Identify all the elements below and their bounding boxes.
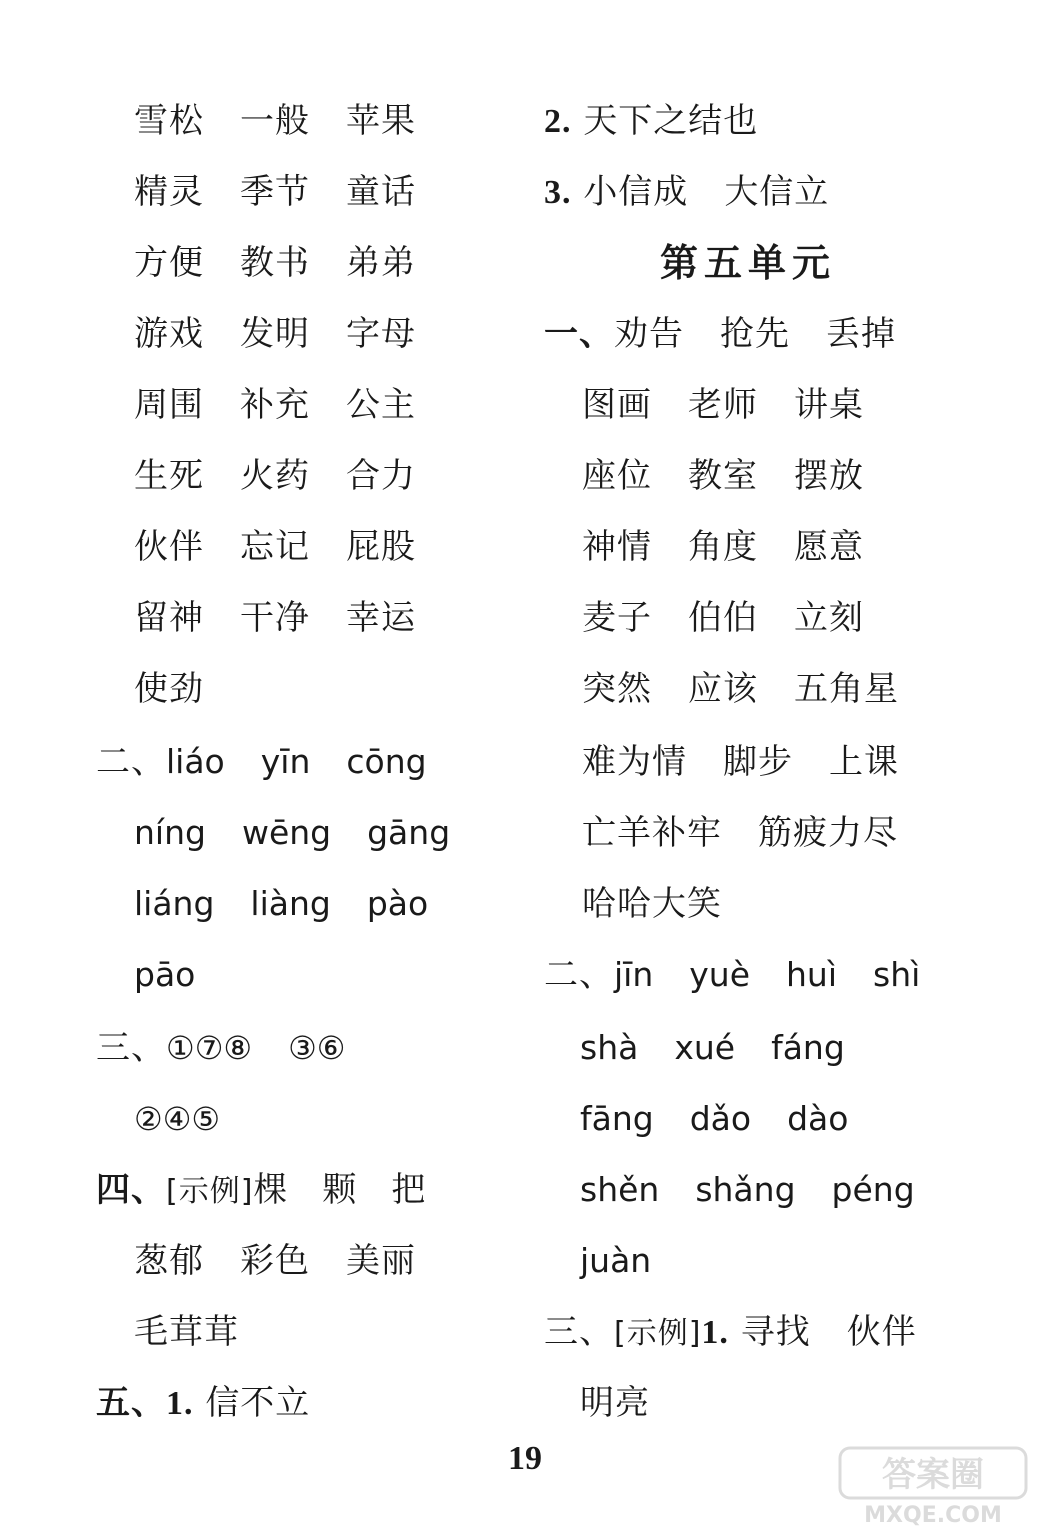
pinyin-row: [580, 1236, 651, 1286]
pinyin: liáng: [134, 884, 215, 923]
section-3-row: [544, 1307, 917, 1359]
word: 生死: [134, 456, 204, 496]
word: 教室: [688, 456, 758, 496]
word: 使劲: [134, 669, 204, 709]
word-row: [134, 167, 416, 217]
word: 葱郁: [134, 1241, 204, 1281]
pinyin: fáng: [771, 1028, 845, 1067]
pinyin: shà: [580, 1028, 639, 1067]
svg-text:答案圈: 答案圈: [882, 1455, 984, 1495]
word-row: [582, 451, 864, 501]
pinyin: péng: [831, 1170, 915, 1209]
word: 发明: [240, 314, 310, 354]
word: 一般: [240, 101, 310, 141]
word: 图画: [582, 385, 652, 425]
section-label: 一、: [544, 316, 614, 353]
word-row: [582, 522, 864, 572]
word: 神情: [582, 527, 652, 567]
word: 上课: [829, 742, 899, 782]
word: 补充: [240, 385, 310, 425]
section-label: 二、: [544, 955, 614, 995]
word: 明亮: [580, 1383, 650, 1423]
word: 愿意: [794, 527, 864, 567]
answer-row: [544, 167, 829, 218]
word: 立刻: [794, 598, 864, 638]
word: 彩色: [240, 1241, 310, 1281]
pinyin: fāng: [580, 1099, 654, 1138]
unit-title: 第五单元: [660, 241, 837, 285]
section-label: 五、: [96, 1385, 166, 1422]
word: 干净: [240, 598, 310, 638]
section-2-row: [96, 737, 427, 787]
circled-numbers: ①⑦⑧: [166, 1029, 253, 1067]
word: 劝告: [614, 314, 684, 354]
word: 公主: [346, 385, 416, 425]
page-number: 19: [508, 1440, 542, 1477]
word: 合力: [346, 456, 416, 496]
word: 丢掉: [826, 314, 896, 354]
pinyin: juàn: [580, 1241, 652, 1280]
pinyin: liáo: [166, 742, 225, 781]
word: 筋疲力尽: [758, 813, 898, 853]
answer-text: 小信成: [583, 172, 689, 212]
word: 脚步: [723, 742, 793, 782]
word-row: [582, 808, 898, 858]
word: 忘记: [240, 527, 310, 567]
word-row: [134, 451, 416, 501]
pinyin: dào: [787, 1099, 849, 1138]
word-row: [134, 664, 204, 714]
answer-text: 天下之结也: [583, 101, 759, 141]
word-row: [582, 879, 722, 929]
word-row: [134, 309, 416, 359]
watermark-logo: [838, 1446, 1028, 1528]
pinyin: shěn: [580, 1170, 660, 1209]
word: 座位: [582, 456, 652, 496]
item-number: 2.: [544, 103, 572, 140]
pinyin: pāo: [134, 955, 196, 994]
word-row: [582, 664, 899, 714]
item-number: 1.: [701, 1314, 729, 1351]
pinyin: xué: [674, 1028, 736, 1067]
word-row: [134, 380, 416, 430]
item-number: 1.: [166, 1385, 194, 1422]
circled-numbers: ③⑥: [288, 1029, 346, 1067]
section-label: 四、: [96, 1172, 166, 1209]
word-row: [134, 238, 416, 288]
word: 游戏: [134, 314, 204, 354]
word: 麦子: [582, 598, 652, 638]
word: 留神: [134, 598, 204, 638]
word: 童话: [346, 172, 416, 212]
word: 美丽: [346, 1241, 416, 1281]
pinyin: huì: [786, 955, 838, 994]
example-tag: [示例]: [166, 1174, 254, 1209]
word: 苹果: [346, 101, 416, 141]
item-number: 3.: [544, 174, 572, 211]
section-2-row: [544, 950, 920, 1000]
word: 五角星: [794, 669, 899, 709]
circled-numbers: ②④⑤: [134, 1100, 221, 1138]
word: 精灵: [134, 172, 204, 212]
word: 颗: [322, 1170, 358, 1210]
pinyin: yuè: [689, 955, 751, 994]
word: 弟弟: [346, 243, 416, 283]
word: 伙伴: [134, 527, 204, 567]
section-label: 二、: [96, 742, 166, 782]
circled-row: [134, 1094, 220, 1144]
word: 哈哈大笑: [582, 884, 722, 924]
pinyin: liàng: [250, 884, 331, 923]
word: 字母: [346, 314, 416, 354]
pinyin: gāng: [367, 813, 451, 852]
word: 伯伯: [688, 598, 758, 638]
answer-row: [544, 96, 758, 147]
pinyin: dǎo: [689, 1099, 752, 1138]
section-label: 三、: [96, 1028, 166, 1068]
pinyin-row: [134, 879, 428, 929]
word: 摆放: [794, 456, 864, 496]
word-row: [582, 593, 864, 643]
word-row: [134, 522, 416, 572]
word: 屁股: [346, 527, 416, 567]
word: 突然: [582, 669, 652, 709]
section-1-row: [544, 309, 896, 360]
word-row: [582, 737, 899, 787]
word: 抢先: [720, 314, 790, 354]
pinyin: cōng: [346, 742, 427, 781]
word: 幸运: [346, 598, 416, 638]
word-row: [134, 96, 416, 146]
word: 教书: [240, 243, 310, 283]
pinyin: níng: [134, 813, 206, 852]
word: 角度: [688, 527, 758, 567]
word: 火药: [240, 456, 310, 496]
pinyin-row: [134, 950, 195, 1000]
word-row: [582, 380, 864, 430]
section-3-row: [96, 1023, 345, 1073]
answer-text: 信不立: [205, 1383, 311, 1423]
pinyin: pào: [366, 884, 429, 923]
section-5-row: [96, 1378, 310, 1429]
pinyin-row: [134, 808, 450, 858]
svg-text:MXQE.COM: MXQE.COM: [864, 1503, 1002, 1528]
word-row: [580, 1378, 650, 1428]
pinyin: shì: [873, 955, 921, 994]
word: 讲桌: [794, 385, 864, 425]
pinyin-row: [580, 1023, 845, 1073]
word: 应该: [688, 669, 758, 709]
answer-text: 大信立: [724, 172, 830, 212]
word: 伙伴: [846, 1312, 917, 1352]
word: 棵: [253, 1170, 289, 1210]
word: 亡羊补牢: [582, 813, 722, 853]
word: 季节: [240, 172, 310, 212]
pinyin: wēng: [241, 813, 332, 852]
pinyin-row: [580, 1165, 915, 1215]
word: 周围: [134, 385, 204, 425]
word: 寻找: [740, 1312, 811, 1352]
section-label: 三、: [544, 1312, 614, 1352]
pinyin-row: [580, 1094, 848, 1144]
word-row: [134, 593, 416, 643]
word-row: [134, 1307, 239, 1357]
pinyin: yīn: [260, 742, 311, 781]
pinyin: jīn: [614, 955, 654, 994]
word: 老师: [688, 385, 758, 425]
section-4-row: [96, 1165, 426, 1217]
word: 方便: [134, 243, 204, 283]
pinyin: shǎng: [695, 1170, 796, 1209]
word: 把: [391, 1170, 427, 1210]
word: 毛茸茸: [134, 1312, 239, 1352]
word: 雪松: [134, 101, 204, 141]
word: 难为情: [582, 742, 687, 782]
example-tag: [示例]: [614, 1316, 702, 1351]
word-row: [134, 1236, 416, 1286]
